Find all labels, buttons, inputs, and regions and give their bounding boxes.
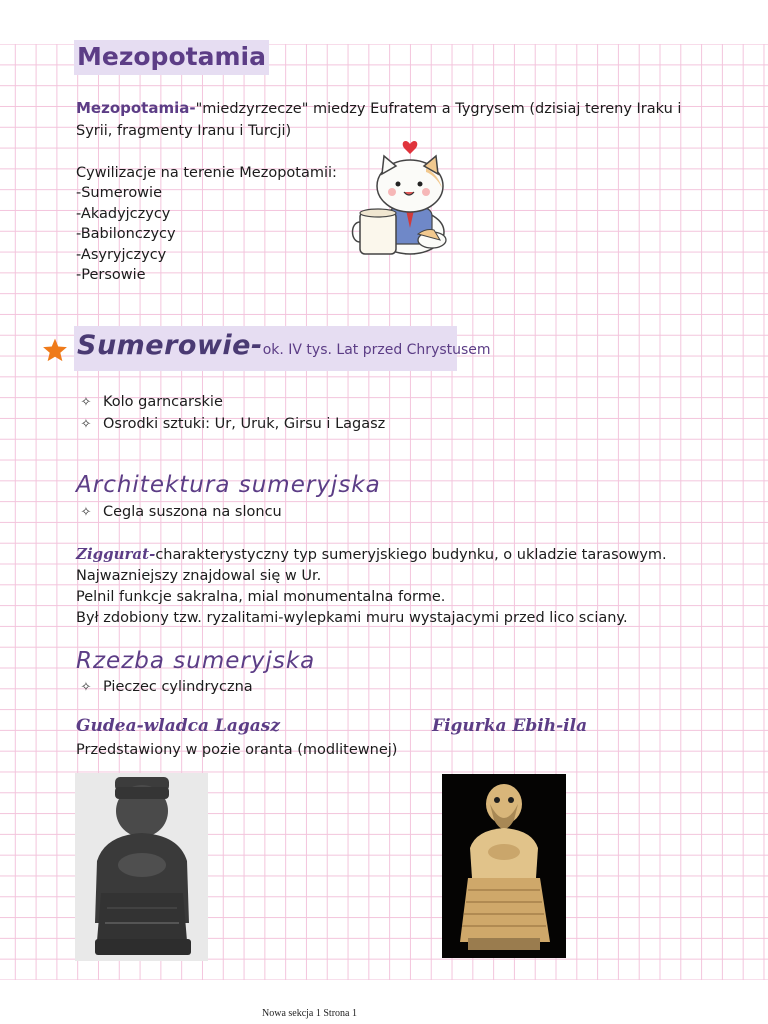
ziggurat-line-1: Ziggurat-charakterystyczny typ sumeryjskiego budynku, o ukladzie tarasowym.	[76, 545, 667, 563]
ebih-il-heading: Figurka Ebih-ila	[432, 716, 588, 736]
list-item: -Asyryjczycy	[76, 246, 167, 263]
architecture-bullet-list	[78, 502, 282, 524]
sumerians-heading	[77, 330, 491, 361]
list-item: ✧ Pieczec cylindryczna	[78, 677, 253, 699]
intro-line-2: Syrii, fragmenty Iranu i Turcji)	[76, 123, 292, 139]
intro-definition: "miedzyrzecze" miedzy Eufratem a Tygrysem (dzisiaj tereny Iraku i	[195, 101, 682, 117]
list-item: -Akadyjczycy	[76, 205, 171, 222]
list-item: ✧ Kolo garncarskie	[78, 392, 385, 414]
heart-icon	[403, 141, 418, 154]
intro-term: Mezopotamia-	[76, 99, 196, 117]
list-item: -Persowie	[76, 267, 146, 283]
gudea-description: Przedstawiony w pozie oranta (modlitewnej)	[76, 742, 398, 758]
cat-with-mug-sticker	[348, 136, 452, 260]
sumerians-bullet-list	[78, 392, 385, 435]
ziggurat-line-2: Najwazniejszy znajdowal się w Ur.	[76, 568, 322, 584]
star-icon	[42, 337, 68, 363]
bottom-margin	[0, 980, 768, 1024]
sumerians-title: Sumerowie-	[77, 330, 263, 361]
sparkle-bullet-icon: ✧	[80, 395, 92, 410]
list-item: -Sumerowie	[76, 185, 162, 201]
sumerians-subtitle: ok. IV tys. Lat przed Chrystusem	[262, 342, 491, 358]
list-item: ✧ Osrodki sztuki: Ur, Uruk, Girsu i Lagasz	[78, 414, 385, 436]
list-item: ✧ Cegla suszona na sloncu	[78, 502, 282, 524]
sparkle-bullet-icon: ✧	[80, 505, 92, 520]
sparkle-bullet-icon: ✧	[80, 680, 92, 695]
architecture-heading: Architektura sumeryjska	[76, 472, 381, 498]
ziggurat-term: Ziggurat-	[76, 545, 156, 563]
footer-page-label: Nowa sekcja 1 Strona 1	[262, 1008, 357, 1019]
gudea-heading: Gudea-wladca Lagasz	[76, 716, 281, 736]
sculpture-heading: Rzezba sumeryjska	[76, 648, 316, 674]
gudea-statue-photo	[75, 773, 208, 961]
page-title: Mezopotamia	[74, 40, 269, 75]
intro-line-1	[76, 98, 681, 120]
ziggurat-line-3: Pelnil funkcje sakralna, mial monumentalna forme.	[76, 589, 446, 605]
top-margin	[0, 0, 768, 44]
ebih-il-figurine-photo	[442, 774, 566, 958]
sparkle-bullet-icon: ✧	[80, 416, 92, 432]
list-item: -Babilonczycy	[76, 226, 176, 242]
civilizations-list	[76, 183, 176, 286]
sculpture-bullet-list	[78, 677, 253, 699]
civilizations-heading: Cywilizacje na terenie Mezopotamii:	[76, 165, 337, 181]
ziggurat-line-4: Był zdobiony tzw. ryzalitami-wylepkami muru wystajacymi przed lico sciany.	[76, 610, 628, 626]
